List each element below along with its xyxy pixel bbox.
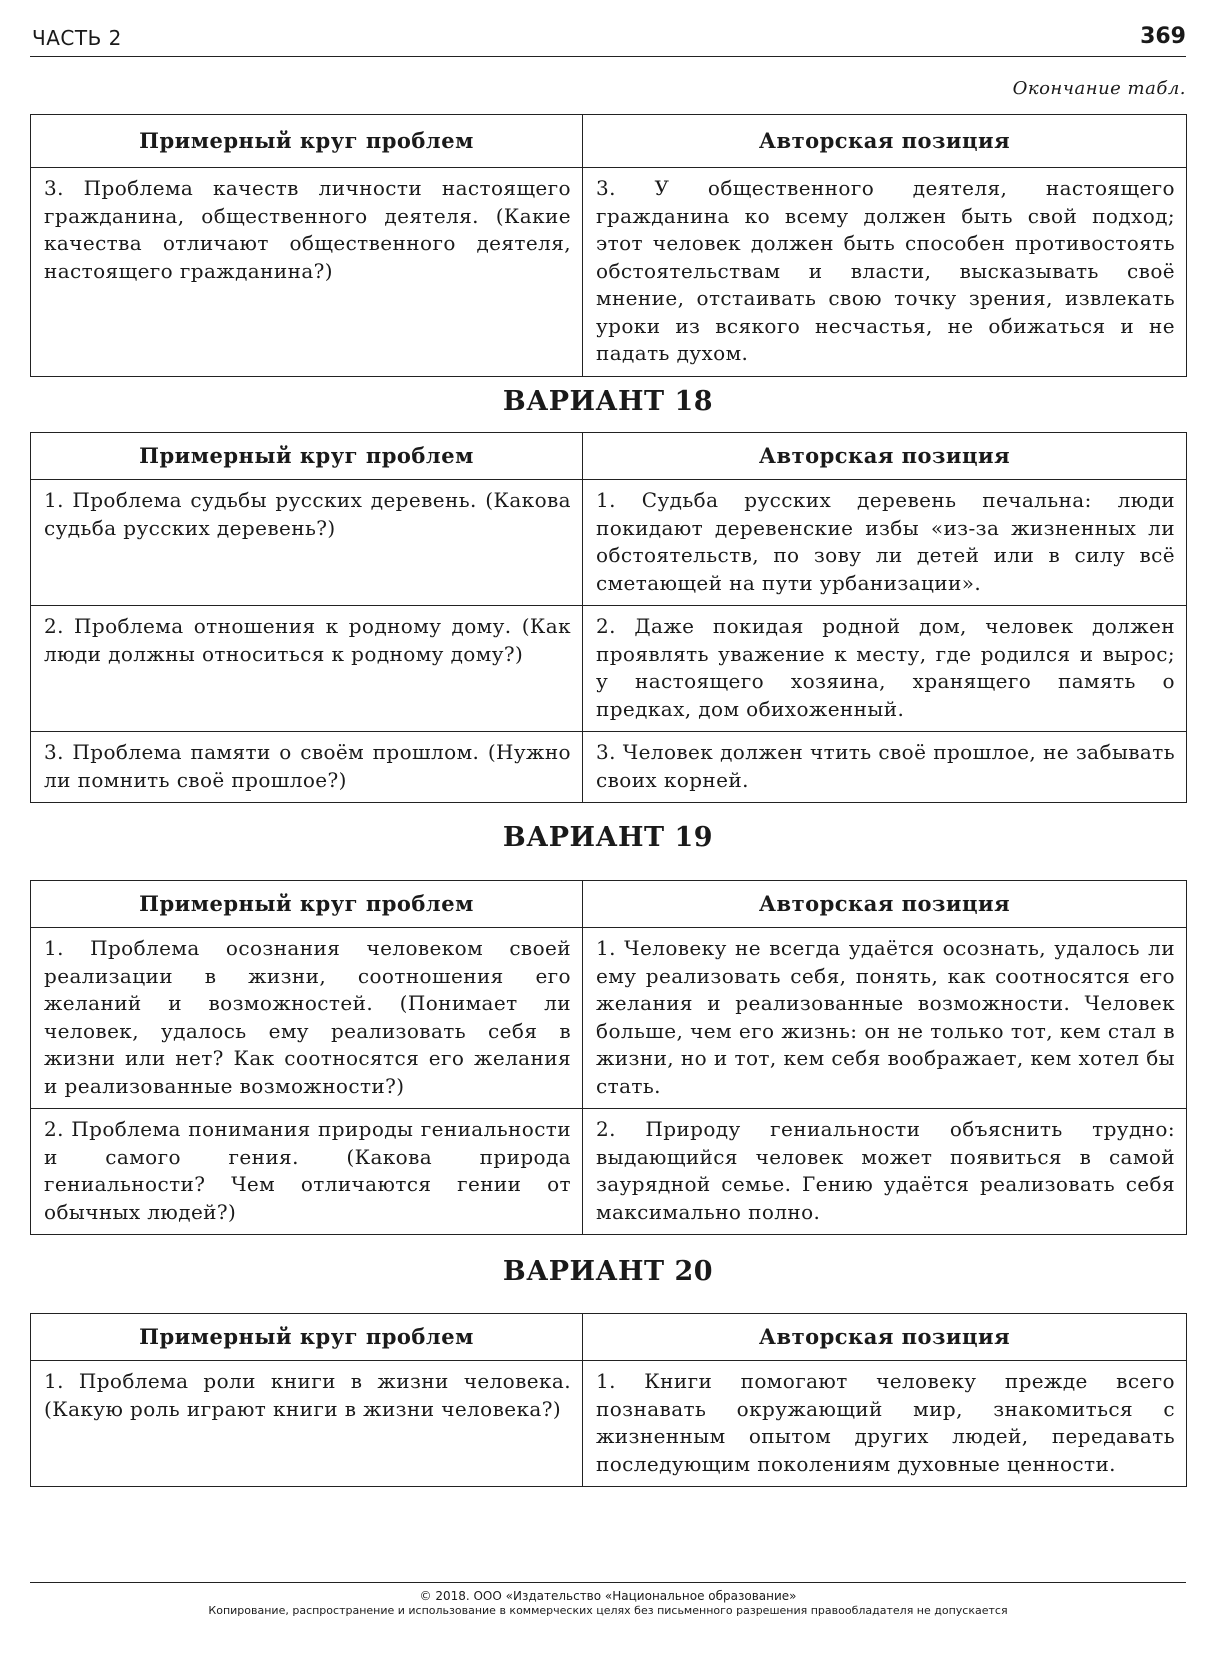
table-row — [31, 1361, 1187, 1487]
position-column-header: Авторская позиция — [583, 433, 1187, 480]
position-cell: 1. Книги помогают человеку прежде всего познавать окружающий мир, знакомиться с жизненным опытом других людей, передавать последующим поколениям духовные ценности. — [583, 1361, 1187, 1487]
part-label: ЧАСТЬ 2 — [32, 26, 122, 50]
table-row — [31, 732, 1187, 803]
continued-table — [30, 114, 1187, 377]
table-header-row — [31, 881, 1187, 928]
variant-19-table — [30, 880, 1187, 1235]
problem-cell: 2. Проблема понимания природы гениальности и самого гения. (Какова природа гениальности? Чем отличаются гении от обычных людей?) — [31, 1109, 583, 1235]
table-row — [31, 928, 1187, 1109]
copyright-line: © 2018. ООО «Издательство «Национальное образование» — [419, 1589, 797, 1603]
page-footer — [30, 1582, 1186, 1617]
problem-cell: 3. Проблема памяти о своём прошлом. (Нужно ли помнить своё прошлое?) — [31, 732, 583, 803]
copyright-notice: Копирование, распространение и использование в коммерческих целях без письменного разрешения правообладателя не допускается — [208, 1604, 1008, 1617]
problems-column-header: Примерный круг проблем — [31, 115, 583, 168]
position-cell: 3. У общественного деятеля, настоящего гражданина ко всему должен быть свой подход; этот человек должен быть способен противостоять обстоятельствам и власти, высказывать своё мнение, отстаивать свою точку зрения, извлекать уроки из всякого несчастья, не обижаться и не падать духом. — [583, 168, 1187, 377]
variant-18-title: ВАРИАНТ 18 — [502, 386, 714, 417]
position-cell: 2. Природу гениальности объяснить трудно: выдающийся человек может появиться в самой заурядной семье. Гению удаётся реализовать себя максимально полно. — [583, 1109, 1187, 1235]
problem-cell: 2. Проблема отношения к родному дому. (Как люди должны относиться к родному дому?) — [31, 606, 583, 732]
page-number: 369 — [1140, 24, 1186, 49]
position-column-header: Авторская позиция — [583, 1314, 1187, 1361]
problems-column-header: Примерный круг проблем — [31, 433, 583, 480]
table-header-row — [31, 433, 1187, 480]
table-header-row — [31, 115, 1187, 168]
table-row — [31, 168, 1187, 377]
problems-column-header: Примерный круг проблем — [31, 881, 583, 928]
problem-cell: 1. Проблема роли книги в жизни человека. (Какую роль играют книги в жизни человека?) — [31, 1361, 583, 1487]
table-row — [31, 480, 1187, 606]
variant-20-table — [30, 1313, 1187, 1487]
page-header — [30, 20, 1186, 57]
variant-19-title: ВАРИАНТ 19 — [502, 822, 714, 853]
table-row — [31, 606, 1187, 732]
problem-cell: 1. Проблема судьбы русских деревень. (Какова судьба русских деревень?) — [31, 480, 583, 606]
continuation-label: Окончание табл. — [1012, 78, 1186, 99]
position-column-header: Авторская позиция — [583, 115, 1187, 168]
position-cell: 2. Даже покидая родной дом, человек должен проявлять уважение к месту, где родился и вырос; у настоящего хозяина, хранящего память о предках, дом обихоженный. — [583, 606, 1187, 732]
table-header-row — [31, 1314, 1187, 1361]
variant-20-title: ВАРИАНТ 20 — [502, 1256, 714, 1287]
table-row — [31, 1109, 1187, 1235]
problem-cell: 1. Проблема осознания человеком своей реализации в жизни, соотношения его желаний и возможностей. (Понимает ли человек, удалось ему реализовать себя в жизни или нет? Как соотносятся его желания и реализованные возможности?) — [31, 928, 583, 1109]
problem-cell: 3. Проблема качеств личности настоящего гражданина, общественного деятеля. (Какие качества отличают общественного деятеля, настоящего гражданина?) — [31, 168, 583, 377]
problems-column-header: Примерный круг проблем — [31, 1314, 583, 1361]
position-cell: 1. Судьба русских деревень печальна: люди покидают деревенские избы «из-за жизненных ли обстоятельств, по зову ли детей или в силу всё сметающей на пути урбанизации». — [583, 480, 1187, 606]
position-cell: 1. Человеку не всегда удаётся осознать, удалось ли ему реализовать себя, понять, как соотносятся его желания и реализованные возможности. Человек больше, чем его жизнь: он не только тот, кем стал в жизни, но и тот, кем себя воображает, кем хотел бы стать. — [583, 928, 1187, 1109]
position-cell: 3. Человек должен чтить своё прошлое, не забывать своих корней. — [583, 732, 1187, 803]
position-column-header: Авторская позиция — [583, 881, 1187, 928]
variant-18-table — [30, 432, 1187, 803]
